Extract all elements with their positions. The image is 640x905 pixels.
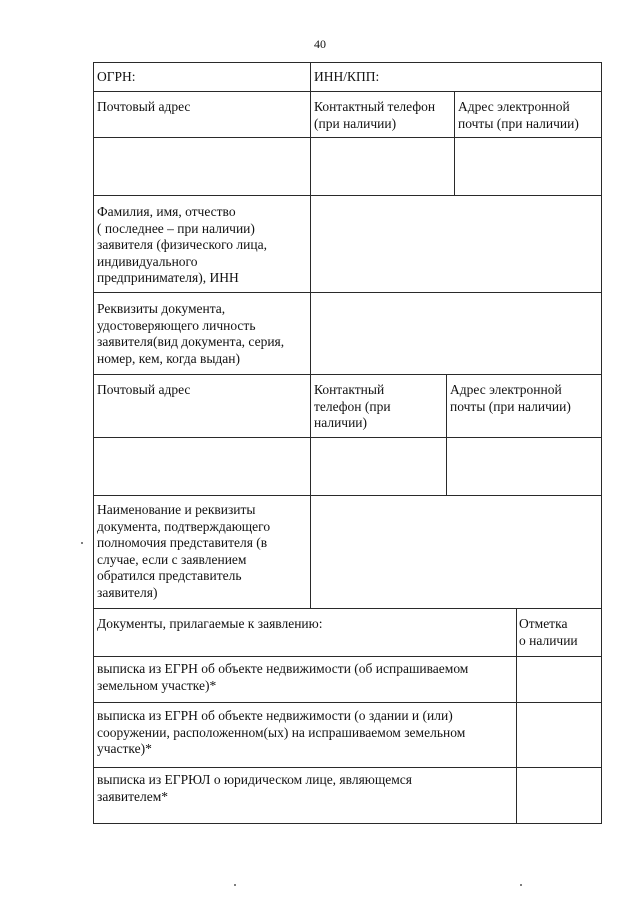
row-divider xyxy=(93,495,602,496)
document-item: выписка из ЕГРН об объекте недвижимости (о здании и (или) сооружении, расположенном(ых) на испрашиваемом земельном участке)* xyxy=(97,708,466,756)
row-divider xyxy=(93,767,602,768)
page-number: 40 xyxy=(314,37,326,51)
row-divider xyxy=(93,292,602,293)
row-divider xyxy=(93,137,602,138)
row-divider xyxy=(93,702,602,703)
documents-header: Документы, прилагаемые к заявлению: xyxy=(97,616,323,631)
representative-authority-doc-label: Наименование и реквизиты документа, подтверждающего полномочия представителя (в случае, если с заявлением обратился представитель заявителя) xyxy=(97,502,271,600)
applicant-postal-address-label: Почтовый адрес xyxy=(97,382,191,397)
row-divider xyxy=(93,656,602,657)
org-postal-address-label: Почтовый адрес xyxy=(97,99,191,114)
document-item: выписка из ЕГРН об объекте недвижимости (об испрашиваемом земельном участке)* xyxy=(97,661,469,693)
row-divider xyxy=(93,91,602,92)
row-divider xyxy=(93,195,602,196)
applicant-phone-label: Контактный телефон (при наличии) xyxy=(314,382,391,430)
row-divider xyxy=(93,374,602,375)
scan-speck xyxy=(81,542,83,544)
row-divider xyxy=(93,437,602,438)
row-divider xyxy=(93,608,602,609)
applicant-full-name-label: Фамилия, имя, отчество ( последнее – при наличии) заявителя (физического лица, индивидуального предпринимателя), ИНН xyxy=(97,204,267,285)
ogrn-label: ОГРН: xyxy=(97,69,136,84)
scan-speck xyxy=(234,884,236,886)
org-phone-label: Контактный телефон (при наличии) xyxy=(314,99,436,131)
document-item: выписка из ЕГРЮЛ о юридическом лице, являющемся заявителем* xyxy=(97,772,413,804)
scan-speck xyxy=(520,884,522,886)
org-email-label: Адрес электронной почты (при наличии) xyxy=(458,99,579,131)
inn-kpp-label: ИНН/КПП: xyxy=(314,69,380,84)
documents-mark-header: Отметка о наличии xyxy=(519,616,578,648)
applicant-email-label: Адрес электронной почты (при наличии) xyxy=(450,382,571,414)
applicant-id-document-label: Реквизиты документа, удостоверяющего личность заявителя(вид документа, серия, номер, кем, когда выдан) xyxy=(97,301,285,366)
